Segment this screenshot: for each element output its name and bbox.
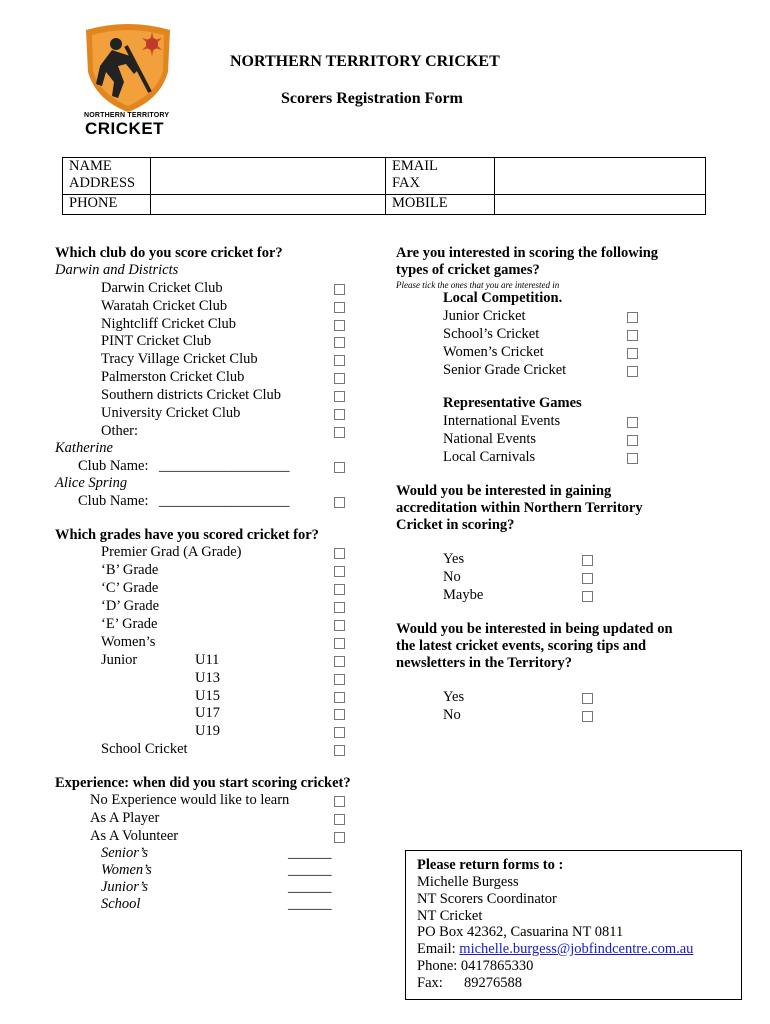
experience-blank[interactable]: ______ (288, 862, 332, 878)
experience-blank[interactable]: ______ (288, 879, 332, 895)
katherine-club-name-line[interactable]: __________________ (159, 458, 290, 474)
list-item: No (443, 569, 461, 585)
email-link[interactable]: michelle.burgess@jobfindcentre.com.au (459, 941, 694, 957)
grade-checkbox[interactable] (334, 620, 345, 631)
list-item: U17 (195, 705, 220, 721)
game-checkbox[interactable] (627, 417, 638, 428)
experience-blank[interactable]: ______ (288, 896, 332, 912)
fax-label: FAX (392, 175, 420, 191)
list-item: ‘D’ Grade (101, 598, 160, 614)
games-question-line1: Are you interested in scoring the following (396, 245, 659, 261)
return-email-row (417, 941, 693, 958)
club-checkbox[interactable] (334, 409, 345, 420)
logo-line1: NORTHERN TERRITORY (84, 112, 170, 119)
nt-cricket-logo (78, 22, 178, 137)
grade-checkbox[interactable] (334, 638, 345, 649)
list-item: ‘B’ Grade (101, 562, 159, 578)
list-item: Nightcliff Cricket Club (101, 316, 237, 332)
game-checkbox[interactable] (627, 312, 638, 323)
phone-label: PHONE (63, 195, 151, 215)
list-item: PINT Cricket Club (101, 333, 212, 349)
games-question-line2: types of cricket games? (396, 262, 540, 278)
grade-checkbox[interactable] (334, 584, 345, 595)
list-item: U15 (195, 688, 220, 704)
junior-grade-checkbox[interactable] (334, 709, 345, 720)
grade-checkbox[interactable] (334, 548, 345, 559)
return-fax-label: Fax: (417, 975, 443, 991)
list-item: Junior Cricket (443, 308, 526, 324)
cricket-shield-icon (78, 22, 178, 114)
region-alice-spring: Alice Spring (55, 475, 128, 491)
club-checkbox[interactable] (334, 373, 345, 384)
experience-blank[interactable]: ______ (288, 845, 332, 861)
email-label: EMAIL (392, 158, 438, 174)
grade-checkbox[interactable] (334, 602, 345, 613)
region-darwin: Darwin and Districts (55, 262, 179, 278)
club-checkbox[interactable] (334, 302, 345, 313)
game-checkbox[interactable] (627, 366, 638, 377)
list-item: School Cricket (101, 741, 188, 757)
name-address-field[interactable] (151, 158, 386, 195)
list-item: Waratah Cricket Club (101, 298, 228, 314)
page-title: NORTHERN TERRITORY CRICKET (230, 53, 500, 70)
club-checkbox[interactable] (334, 355, 345, 366)
list-item: Maybe (443, 587, 484, 603)
list-item: U11 (195, 652, 220, 668)
list-item: International Events (443, 413, 561, 429)
list-item: Premier Grad (A Grade) (101, 544, 242, 560)
region-katherine: Katherine (55, 440, 113, 456)
list-item: Senior’s (101, 845, 148, 861)
list-item: School (101, 896, 141, 912)
club-checkbox[interactable] (334, 284, 345, 295)
list-item: Women’s (101, 634, 156, 650)
return-heading: Please return forms to : (417, 857, 564, 873)
list-item: Palmerston Cricket Club (101, 369, 245, 385)
experience-checkbox[interactable] (334, 796, 345, 807)
list-item: ‘C’ Grade (101, 580, 159, 596)
mobile-field[interactable] (495, 195, 706, 215)
updates-question-line3: newsletters in the Territory? (396, 655, 572, 671)
list-item: Darwin Cricket Club (101, 280, 223, 296)
grade-checkbox[interactable] (334, 566, 345, 577)
grades-question: Which grades have you scored cricket for? (55, 527, 319, 543)
contact-details-table (62, 157, 706, 215)
list-item: Junior’s (101, 879, 148, 895)
accreditation-checkbox[interactable] (582, 591, 593, 602)
list-item: Senior Grade Cricket (443, 362, 567, 378)
junior-grade-checkbox[interactable] (334, 656, 345, 667)
club-question: Which club do you score cricket for? (55, 245, 283, 261)
form-subtitle: Scorers Registration Form (281, 90, 463, 107)
return-address: PO Box 42362, Casuarina NT 0811 (417, 924, 624, 940)
list-item: Yes (443, 689, 465, 705)
alice-club-name-label: Club Name: (78, 493, 149, 509)
club-checkbox[interactable] (334, 427, 345, 438)
list-item: Local Carnivals (443, 449, 536, 465)
games-hint: Please tick the ones that you are interested in (396, 280, 560, 290)
list-item: Tracy Village Cricket Club (101, 351, 258, 367)
list-item: National Events (443, 431, 537, 447)
experience-question: Experience: when did you start scoring cricket? (55, 775, 351, 791)
accreditation-checkbox[interactable] (582, 555, 593, 566)
return-org: NT Cricket (417, 908, 483, 924)
grade-checkbox[interactable] (334, 745, 345, 756)
accreditation-question-line3: Cricket in scoring? (396, 517, 515, 533)
list-item: As A Player (90, 810, 160, 826)
email-label: Email: (417, 941, 456, 957)
mobile-label: MOBILE (386, 195, 495, 215)
name-label: NAME (69, 158, 112, 174)
accreditation-question-line1: Would you be interested in gaining (396, 483, 612, 499)
return-fax-value: 89276588 (464, 975, 522, 991)
logo-line2: CRICKET (85, 119, 165, 138)
updates-checkbox[interactable] (582, 693, 593, 704)
accreditation-question-line2: accreditation within Northern Territory (396, 500, 643, 516)
game-checkbox[interactable] (627, 453, 638, 464)
list-item: No (443, 707, 461, 723)
junior-grade-checkbox[interactable] (334, 674, 345, 685)
list-item: Other: (101, 423, 139, 439)
club-checkbox[interactable] (334, 320, 345, 331)
address-label: ADDRESS (69, 175, 136, 191)
katherine-checkbox[interactable] (334, 462, 345, 473)
list-item: As A Volunteer (90, 828, 179, 844)
list-item: School’s Cricket (443, 326, 540, 342)
club-checkbox[interactable] (334, 337, 345, 348)
list-item: Yes (443, 551, 465, 567)
return-phone: Phone: 0417865330 (417, 958, 534, 974)
accreditation-checkbox[interactable] (582, 573, 593, 584)
alice-club-name-line[interactable]: __________________ (159, 493, 290, 509)
email-fax-field[interactable] (495, 158, 706, 195)
club-checkbox[interactable] (334, 391, 345, 402)
return-name: Michelle Burgess (417, 874, 519, 890)
local-competition-heading: Local Competition. (443, 290, 563, 306)
updates-checkbox[interactable] (582, 711, 593, 722)
game-checkbox[interactable] (627, 435, 638, 446)
list-item: Women’s (101, 862, 152, 878)
list-item: Southern districts Cricket Club (101, 387, 282, 403)
katherine-club-name-label: Club Name: (78, 458, 149, 474)
experience-checkbox[interactable] (334, 832, 345, 843)
return-role: NT Scorers Coordinator (417, 891, 557, 907)
representative-games-heading: Representative Games (443, 395, 582, 411)
list-item: University Cricket Club (101, 405, 241, 421)
updates-question-line2: the latest cricket events, scoring tips and (396, 638, 647, 654)
experience-checkbox[interactable] (334, 814, 345, 825)
game-checkbox[interactable] (627, 330, 638, 341)
alice-checkbox[interactable] (334, 497, 345, 508)
game-checkbox[interactable] (627, 348, 638, 359)
junior-grade-checkbox[interactable] (334, 727, 345, 738)
junior-grade-checkbox[interactable] (334, 692, 345, 703)
list-item: ‘E’ Grade (101, 616, 158, 632)
list-item: U13 (195, 670, 220, 686)
list-item: U19 (195, 723, 220, 739)
junior-label: Junior (101, 652, 138, 668)
list-item: No Experience would like to learn (90, 792, 290, 808)
phone-field[interactable] (151, 195, 386, 215)
updates-question-line1: Would you be interested in being updated on (396, 621, 673, 637)
list-item: Women’s Cricket (443, 344, 544, 360)
